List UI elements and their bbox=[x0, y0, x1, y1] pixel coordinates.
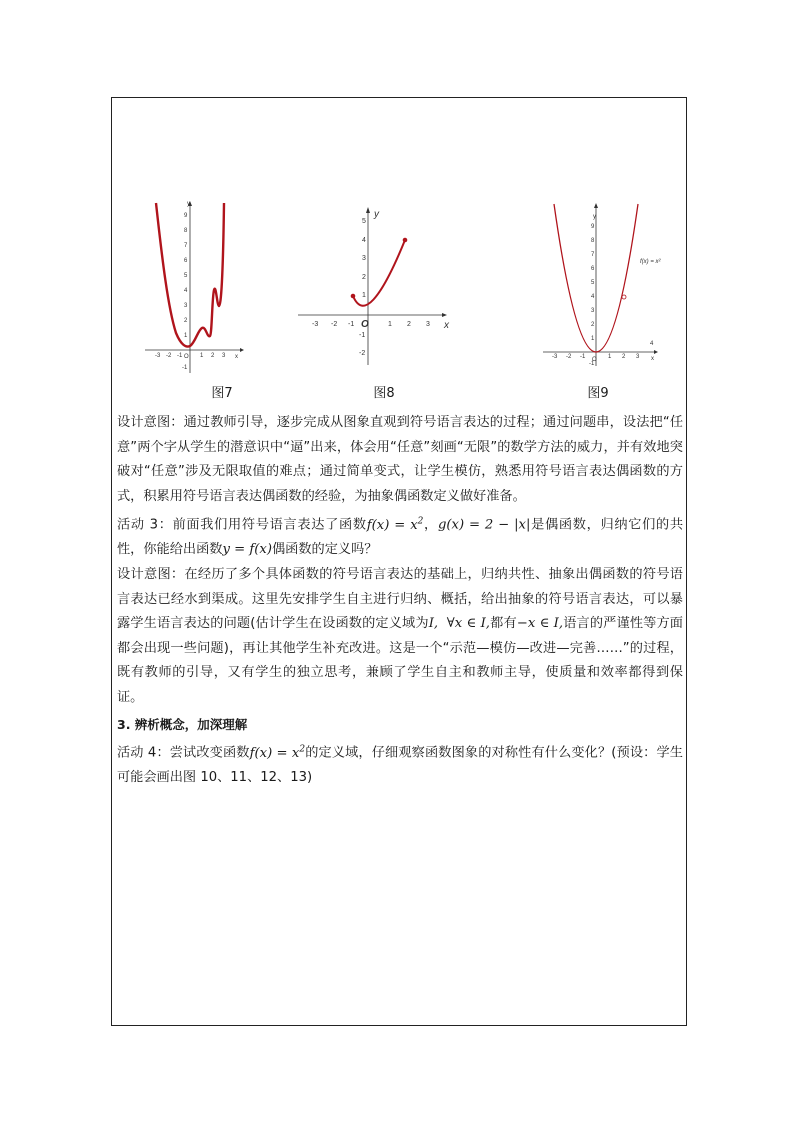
y-tick: 9 bbox=[184, 213, 188, 219]
origin-label: O bbox=[592, 357, 597, 363]
x-tick: 3 bbox=[426, 321, 430, 328]
y-axis-label: y bbox=[593, 214, 596, 220]
y-tick: 5 bbox=[362, 218, 366, 225]
function-label: f(x) = x² bbox=[640, 259, 661, 265]
y-tick: 9 bbox=[591, 224, 595, 230]
y-tick: 6 bbox=[591, 266, 595, 272]
y-tick: -1 bbox=[182, 365, 188, 371]
x-tick: -1 bbox=[348, 321, 355, 328]
x-tick: -3 bbox=[312, 321, 319, 328]
x-tick: -1 bbox=[177, 353, 183, 359]
x-tick: -2 bbox=[166, 353, 172, 359]
endpoint-right bbox=[403, 238, 408, 243]
x-tick: -3 bbox=[552, 354, 558, 360]
y-tick: 3 bbox=[362, 255, 366, 262]
figure-8-graph bbox=[296, 205, 456, 370]
x-tick: 1 bbox=[608, 354, 612, 360]
y-tick: 2 bbox=[184, 318, 188, 324]
y-tick: 5 bbox=[184, 273, 188, 279]
y-axis-label: y bbox=[187, 201, 190, 207]
formula-y: y = f(x) bbox=[222, 542, 272, 558]
x-tick: 1 bbox=[200, 353, 204, 359]
x-tick: -2 bbox=[331, 321, 338, 328]
y-tick: -1 bbox=[359, 332, 366, 339]
x-tick: 3 bbox=[222, 353, 226, 359]
x-axis-label: x bbox=[444, 320, 449, 331]
y-tick: 8 bbox=[591, 238, 595, 244]
caption-fig7: 图7 bbox=[211, 386, 233, 401]
x-tick-labels bbox=[552, 341, 654, 360]
y-tick: 4 bbox=[362, 237, 366, 244]
origin-label: O bbox=[361, 319, 369, 330]
x-tick: 2 bbox=[211, 353, 215, 359]
caption-fig8: 图8 bbox=[373, 386, 395, 401]
body-text bbox=[117, 411, 683, 791]
origin-label: O bbox=[184, 354, 189, 360]
y-tick: 3 bbox=[591, 308, 595, 314]
formula-domain: I, bbox=[428, 616, 439, 632]
y-tick: 7 bbox=[184, 243, 188, 249]
paragraph-design-intent-2: 设计意图：在经历了多个具体函数的符号语言表达的基础上，归纳共性、抽象出偶函数的符号语言表达已经水到渠成。这里先安排学生自主进行归纳、概括，给出抽象的符号语言表达，可以暴露学生语言表达的问题(估计学生在设函数的定义域为I, ∀x ∈ I,都有−x ∈ I,语言的严谨性等方面都会出现一些问题)，再让其他学生补充改进。这是一个“示范—模仿—改进—完善……”的过程，既有教师的引导，又有学生的独立思考，兼顾了学生自主和教师主导，使质量和效率都得到保证。 bbox=[117, 566, 683, 705]
endpoint-left bbox=[351, 294, 356, 299]
y-tick: 6 bbox=[184, 258, 188, 264]
y-tick: -2 bbox=[359, 350, 366, 357]
paragraph-activity-3: 活动 3：前面我们用符号语言表达了函数$f(x) = x^2$，g(x) = 2 − |x|是偶函数，归纳它们的共性，你能给出函数y = f(x)偶函数的定义吗？ bbox=[117, 516, 684, 558]
paragraph-activity-4: 活动 4：尝试改变函数$f(x) = x^2$的定义域，仔细观察函数图象的对称性有什么变化？(预设：学生可能会画出图 10、11、12、13) bbox=[117, 744, 683, 786]
y-tick: 4 bbox=[184, 288, 188, 294]
y-tick-labels bbox=[589, 224, 595, 367]
y-tick: 2 bbox=[362, 274, 366, 281]
figure-7-graph bbox=[140, 198, 250, 378]
y-axis-label: y bbox=[374, 209, 379, 220]
y-tick: 1 bbox=[591, 336, 595, 342]
x-axis-label: x bbox=[651, 356, 654, 362]
x-tick: -3 bbox=[155, 353, 161, 359]
x-tick: 2 bbox=[407, 321, 411, 328]
y-tick: 5 bbox=[591, 280, 595, 286]
section-heading: 3. 辨析概念，加深理解 bbox=[117, 716, 248, 732]
x-tick-labels bbox=[312, 321, 430, 328]
y-tick: 7 bbox=[591, 252, 595, 258]
x-axis-label: x bbox=[235, 354, 238, 360]
y-tick: 4 bbox=[591, 294, 595, 300]
formula-neg: −x ∈ I, bbox=[516, 616, 564, 632]
y-tick: -1 bbox=[589, 361, 595, 367]
figure-9-graph bbox=[538, 200, 668, 368]
y-tick-labels bbox=[359, 218, 366, 357]
formula-fx2: $f(x) = x^2$ bbox=[249, 744, 306, 761]
formula-forall: ∀x ∈ I, bbox=[446, 616, 490, 632]
figure-9 bbox=[538, 200, 668, 368]
x-tick: -2 bbox=[566, 354, 572, 360]
y-tick: 8 bbox=[184, 228, 188, 234]
x-tick-labels bbox=[155, 353, 226, 359]
curve-fig8 bbox=[353, 240, 405, 306]
x-tick: 1 bbox=[388, 321, 392, 328]
figure-7 bbox=[140, 198, 250, 378]
y-tick: 1 bbox=[184, 333, 188, 339]
y-tick: 3 bbox=[184, 303, 188, 309]
x-tick: -1 bbox=[580, 354, 586, 360]
y-tick: 1 bbox=[362, 292, 366, 299]
x-tick: 4 bbox=[650, 341, 654, 347]
figure-8 bbox=[296, 205, 456, 370]
point-marker bbox=[622, 295, 626, 299]
caption-fig9: 图9 bbox=[587, 386, 609, 401]
y-tick: 2 bbox=[591, 322, 595, 328]
formula-gx: g(x) = 2 − |x| bbox=[437, 517, 531, 533]
x-tick: 3 bbox=[636, 354, 640, 360]
formula-fx: $f(x) = x^2$ bbox=[366, 516, 424, 533]
paragraph-design-intent-1: 设计意图：通过教师引导，逐步完成从图象直观到符号语言表达的过程；通过问题串，设法把“任意”两个字从学生的潜意识中“逼”出来，体会用“任意”刻画“无限”的数学方法的威力，并有效地突破对“任意”涉及无限取值的难点；通过简单变式，让学生模仿，熟悉用符号语言表达偶函数的方式，积累用符号语言表达偶函数的经验，为抽象偶函数定义做好准备。 bbox=[117, 415, 683, 504]
x-tick: 2 bbox=[622, 354, 626, 360]
